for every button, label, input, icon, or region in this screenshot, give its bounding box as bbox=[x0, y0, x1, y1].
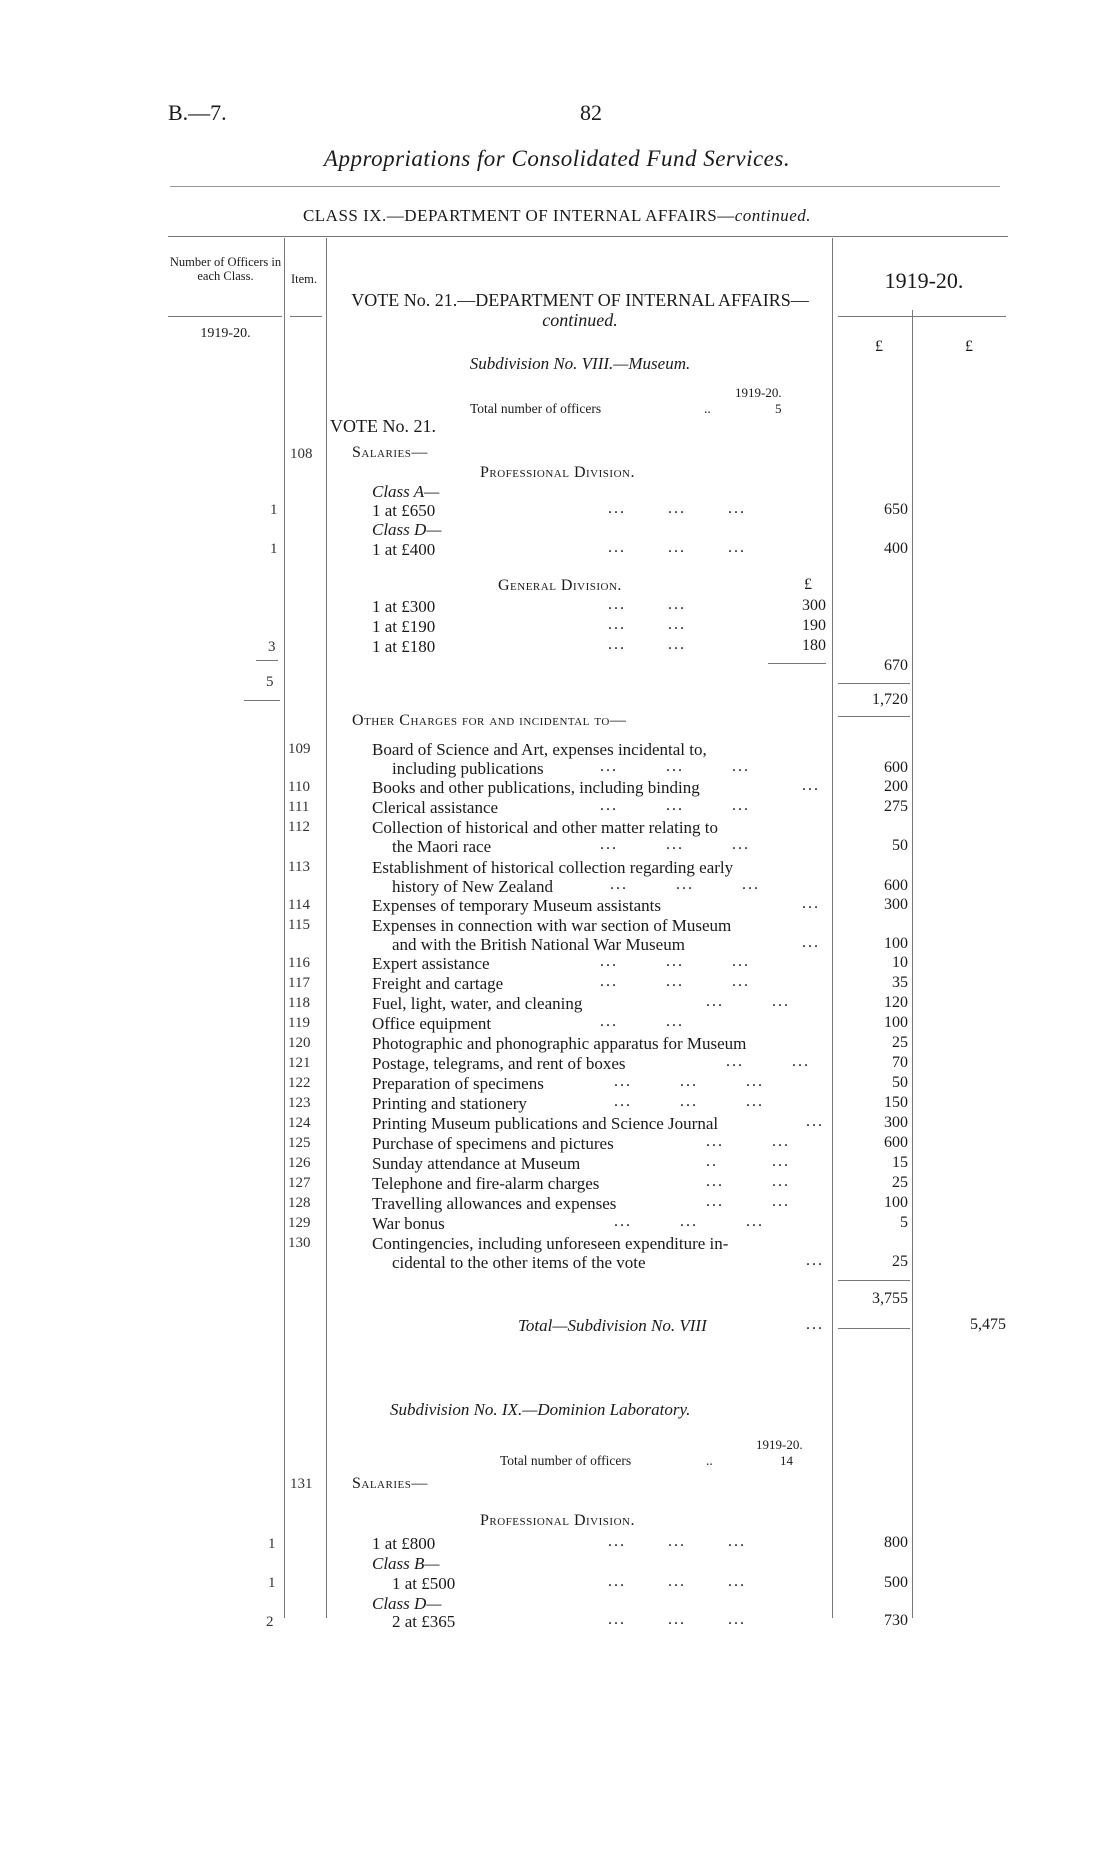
class-d-label: Class D— bbox=[372, 1594, 442, 1613]
col-rule-item bbox=[326, 238, 327, 1618]
class-a-officers: 1 bbox=[270, 502, 278, 518]
item-amount: 150 bbox=[884, 1094, 908, 1111]
subdivision-8-total-label: Total—Subdivision No. VIII bbox=[518, 1316, 707, 1335]
subdivision-8-heading: Subdivision No. VIII.—Museum. bbox=[469, 354, 691, 373]
item-amount: 10 bbox=[892, 954, 908, 971]
item-amount: 100 bbox=[884, 935, 908, 952]
officers-total-rule bbox=[244, 700, 280, 701]
item-number: 123 bbox=[288, 1095, 311, 1111]
item-amount: 5 bbox=[900, 1214, 908, 1231]
item-amount: 200 bbox=[884, 778, 908, 795]
salaries-label: Salaries— bbox=[352, 444, 428, 461]
leader-dots: ... ... ... bbox=[614, 1093, 764, 1110]
leader-dots: ... bbox=[806, 1316, 824, 1333]
general-row-label: 1 at £300 bbox=[372, 597, 436, 616]
general-row-value: 190 bbox=[802, 617, 826, 634]
officers-subtotal-rule bbox=[256, 660, 278, 661]
item-number: 118 bbox=[288, 995, 310, 1011]
item-description: Establishment of historical collection regarding early bbox=[372, 858, 734, 877]
officers-column-head: Number of Officers in each Class. bbox=[169, 255, 282, 283]
item-description: Freight and cartage bbox=[372, 974, 504, 993]
item-amount: 600 bbox=[884, 759, 908, 776]
item-number: 125 bbox=[288, 1135, 311, 1151]
leader-dots: ... ... ... bbox=[600, 973, 750, 990]
leader-dots: ... bbox=[806, 1113, 824, 1130]
general-row-label: 1 at £190 bbox=[372, 617, 436, 636]
page-title: Appropriations for Consolidated Fund Services. bbox=[323, 146, 791, 171]
row-officers: 1 bbox=[268, 1536, 276, 1552]
item-number: 108 bbox=[290, 446, 313, 462]
item-description: Fuel, light, water, and cleaning bbox=[372, 994, 583, 1013]
item-description: Preparation of specimens bbox=[372, 1074, 544, 1093]
other-charges-rule bbox=[838, 1280, 910, 1281]
vote-title bbox=[330, 290, 830, 330]
salary-line: 1 at £800 bbox=[372, 1534, 436, 1553]
item-description: Travelling allowances and expenses bbox=[372, 1194, 617, 1213]
row-officers: 2 bbox=[266, 1614, 274, 1630]
leader-dots: .. ... bbox=[706, 1153, 790, 1170]
heading-rule bbox=[168, 236, 1008, 237]
item-description-cont: and with the British National War Museum bbox=[392, 935, 685, 954]
general-division-label: General Division. bbox=[498, 577, 622, 594]
sub9-officers-dots: .. bbox=[706, 1453, 713, 1468]
salaries-total-rule bbox=[838, 683, 910, 684]
officers-head-rule bbox=[168, 316, 282, 317]
leader-dots: ... ... ... bbox=[614, 1213, 764, 1230]
year-head-rule bbox=[838, 316, 1006, 317]
item-number: 110 bbox=[288, 779, 310, 795]
leader-dots: ... ... ... bbox=[600, 836, 750, 853]
leader-dots: ... bbox=[806, 1252, 824, 1269]
leader-dots: ... ... ... bbox=[600, 797, 750, 814]
item-head-rule bbox=[290, 316, 322, 317]
leader-dots: ... ... ... bbox=[614, 1073, 764, 1090]
leader-dots: ... ... bbox=[706, 993, 790, 1010]
item-number: 126 bbox=[288, 1155, 311, 1171]
item-description-cont: cidental to the other items of the vote bbox=[392, 1253, 646, 1272]
item-description: Contingencies, including unforeseen expenditure in- bbox=[372, 1234, 729, 1253]
item-amount: 15 bbox=[892, 1154, 908, 1171]
class-a-label: Class A— bbox=[372, 482, 440, 501]
class-a-line: 1 at £650 bbox=[372, 501, 436, 520]
salaries-label: Salaries— bbox=[352, 1475, 428, 1492]
item-number: 119 bbox=[288, 1015, 310, 1031]
salaries-total: 1,720 bbox=[872, 691, 908, 708]
leader-dots: ... ... ... bbox=[608, 1533, 746, 1550]
item-number: 127 bbox=[288, 1175, 311, 1191]
leader-dots: ... ... ... bbox=[608, 1573, 746, 1590]
item-column-head: Item. bbox=[290, 272, 318, 286]
general-officers: 3 bbox=[268, 639, 276, 655]
sub8-officers-value: 5 bbox=[775, 401, 782, 416]
leader-dots: ... bbox=[802, 777, 820, 794]
col-rule-officers bbox=[284, 238, 285, 1618]
item-amount: 25 bbox=[892, 1174, 908, 1191]
item-amount: 100 bbox=[884, 1014, 908, 1031]
professional-division-label: Professional Division. bbox=[480, 464, 635, 481]
class-d-officers: 1 bbox=[270, 541, 278, 557]
class-heading-suffix: continued. bbox=[734, 206, 812, 225]
item-number: 122 bbox=[288, 1075, 311, 1091]
item-number: 113 bbox=[288, 859, 310, 875]
class-d-line: 1 at £400 bbox=[372, 540, 436, 559]
other-charges-underline bbox=[838, 1328, 910, 1329]
item-amount: 100 bbox=[884, 1194, 908, 1211]
item-description: Expert assistance bbox=[372, 954, 490, 973]
item-number: 116 bbox=[288, 955, 310, 971]
item-description: Telephone and fire-alarm charges bbox=[372, 1174, 600, 1193]
leader-dots: ... ... bbox=[600, 1013, 684, 1030]
item-number: 112 bbox=[288, 819, 310, 835]
item-description: Sunday attendance at Museum bbox=[372, 1154, 581, 1173]
sub8-officers-dots: .. bbox=[704, 401, 711, 416]
item-number: 131 bbox=[290, 1476, 313, 1492]
item-description-cont: the Maori race bbox=[392, 837, 492, 856]
class-a-amount: 650 bbox=[884, 501, 908, 518]
class-d-amount: 400 bbox=[884, 540, 908, 557]
item-number: 117 bbox=[288, 975, 310, 991]
item-description: Photographic and phonographic apparatus for Museum bbox=[372, 1034, 747, 1053]
subdivision-9-heading: Subdivision No. IX.—Dominion Laboratory. bbox=[390, 1400, 691, 1419]
leader-dots: ... ... bbox=[726, 1053, 810, 1070]
title-rule bbox=[170, 186, 1000, 187]
item-amount: 300 bbox=[884, 896, 908, 913]
subdivision-8-total: 5,475 bbox=[970, 1316, 1006, 1333]
general-row-label: 1 at £180 bbox=[372, 637, 436, 656]
leader-dots: ... ... ... bbox=[608, 539, 746, 556]
item-number: 114 bbox=[288, 897, 310, 913]
leader-dots: ... ... bbox=[608, 596, 686, 613]
item-amount: 300 bbox=[884, 1114, 908, 1131]
general-subtotal-rule bbox=[768, 663, 826, 664]
sub9-officers-year: 1919-20. bbox=[756, 1437, 803, 1452]
item-amount: 600 bbox=[884, 877, 908, 894]
item-number: 128 bbox=[288, 1195, 311, 1211]
class-heading-text: CLASS IX.—DEPARTMENT OF INTERNAL AFFAIRS— bbox=[302, 206, 735, 225]
year-column-head: 1919-20. bbox=[884, 268, 964, 293]
professional-division-label: Professional Division. bbox=[480, 1512, 635, 1529]
document-reference: B.—7. bbox=[168, 100, 227, 125]
sub8-officers-label: Total number of officers bbox=[470, 401, 602, 416]
leader-dots: ... bbox=[802, 934, 820, 951]
sub8-officers-year: 1919-20. bbox=[735, 385, 782, 400]
item-description: Expenses of temporary Museum assistants bbox=[372, 896, 661, 915]
salaries-total-underline bbox=[838, 716, 910, 717]
leader-dots: ... ... bbox=[706, 1133, 790, 1150]
other-charges-label: Other Charges for and incidental to— bbox=[352, 712, 627, 729]
class-heading bbox=[0, 206, 1114, 226]
salary-amount: 800 bbox=[884, 1534, 908, 1551]
item-amount: 70 bbox=[892, 1054, 908, 1071]
col-rule-amount-a bbox=[832, 238, 833, 1618]
item-number: 129 bbox=[288, 1215, 311, 1231]
item-number: 130 bbox=[288, 1235, 311, 1251]
item-number: 120 bbox=[288, 1035, 311, 1051]
col-rule-amount-b bbox=[912, 310, 913, 1618]
item-amount: 25 bbox=[892, 1034, 908, 1051]
leader-dots: ... ... ... bbox=[610, 876, 760, 893]
leader-dots: ... ... ... bbox=[608, 500, 746, 517]
item-amount: 120 bbox=[884, 994, 908, 1011]
item-amount: 275 bbox=[884, 798, 908, 815]
item-number: 115 bbox=[288, 917, 310, 933]
item-amount: 35 bbox=[892, 974, 908, 991]
item-amount: 600 bbox=[884, 1134, 908, 1151]
item-description: Printing and stationery bbox=[372, 1094, 527, 1113]
item-description: Expenses in connection with war section of Museum bbox=[372, 916, 732, 935]
other-charges-total: 3,755 bbox=[872, 1290, 908, 1307]
leader-dots: ... ... ... bbox=[600, 758, 750, 775]
item-description: Office equipment bbox=[372, 1014, 492, 1033]
salary-amount: 500 bbox=[884, 1574, 908, 1591]
item-description: Books and other publications, including binding bbox=[372, 778, 700, 797]
item-amount: 50 bbox=[892, 1074, 908, 1091]
pound-sign-a: £ bbox=[875, 338, 883, 355]
vote-title-suffix: continued. bbox=[542, 310, 618, 330]
officers-total: 5 bbox=[266, 674, 274, 690]
item-amount: 25 bbox=[892, 1253, 908, 1270]
item-description: Postage, telegrams, and rent of boxes bbox=[372, 1054, 626, 1073]
vote-number: VOTE No. 21. bbox=[330, 416, 436, 436]
leader-dots: ... bbox=[802, 895, 820, 912]
item-description: Clerical assistance bbox=[372, 798, 499, 817]
salary-line: 2 at £365 bbox=[392, 1612, 456, 1631]
general-total: 670 bbox=[884, 657, 908, 674]
item-description: Purchase of specimens and pictures bbox=[372, 1134, 614, 1153]
leader-dots: ... ... ... bbox=[600, 953, 750, 970]
item-description: Collection of historical and other matter relating to bbox=[372, 818, 719, 837]
pound-sign-b: £ bbox=[965, 338, 973, 355]
item-amount: 50 bbox=[892, 837, 908, 854]
leader-dots: ... ... bbox=[706, 1193, 790, 1210]
item-description: Printing Museum publications and Science Journal bbox=[372, 1114, 719, 1133]
sub9-officers-label: Total number of officers bbox=[500, 1453, 632, 1468]
item-description: Board of Science and Art, expenses incidental to, bbox=[372, 740, 707, 759]
general-row-value: 300 bbox=[802, 597, 826, 614]
officers-column-year: 1919-20. bbox=[200, 326, 251, 341]
salary-line: 1 at £500 bbox=[392, 1574, 456, 1593]
item-number: 111 bbox=[288, 799, 310, 815]
item-number: 109 bbox=[288, 741, 311, 757]
general-pound-sign: £ bbox=[804, 576, 812, 593]
item-number: 121 bbox=[288, 1055, 311, 1071]
salary-amount: 730 bbox=[884, 1612, 908, 1629]
class-b-label: Class B— bbox=[372, 1554, 440, 1573]
general-row-value: 180 bbox=[802, 637, 826, 654]
sub9-officers-value: 14 bbox=[780, 1453, 793, 1468]
leader-dots: ... ... bbox=[608, 636, 686, 653]
vote-title-text: VOTE No. 21.—DEPARTMENT OF INTERNAL AFFAIRS— bbox=[351, 290, 809, 310]
class-d-label: Class D— bbox=[372, 520, 442, 539]
leader-dots: ... ... ... bbox=[608, 1611, 746, 1628]
item-description: War bonus bbox=[372, 1214, 445, 1233]
leader-dots: ... ... bbox=[608, 616, 686, 633]
item-description-cont: history of New Zealand bbox=[392, 877, 553, 896]
item-number: 124 bbox=[288, 1115, 311, 1131]
item-description-cont: including publications bbox=[392, 759, 544, 778]
row-officers: 1 bbox=[268, 1575, 276, 1591]
page-number: 82 bbox=[580, 100, 602, 125]
leader-dots: ... ... bbox=[706, 1173, 790, 1190]
